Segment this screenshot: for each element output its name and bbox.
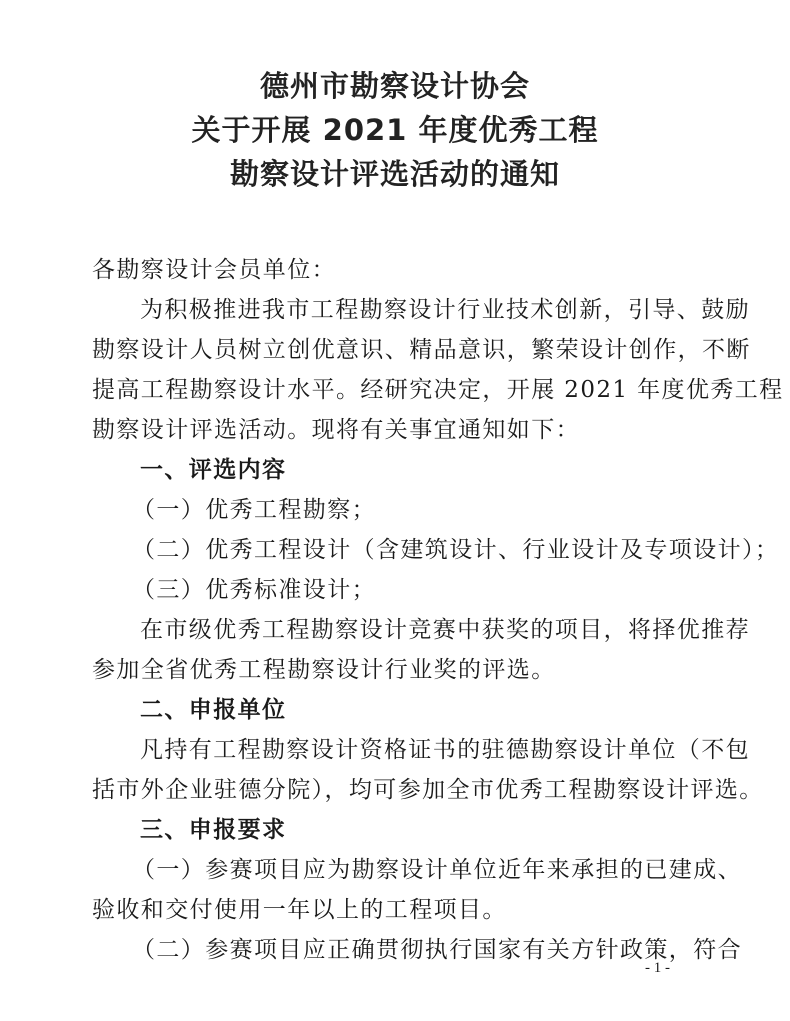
salutation: 各勘察设计会员单位：	[92, 257, 336, 283]
title-line-3: 勘察设计评选活动的通知	[229, 157, 560, 191]
list-item: （二）优秀工程设计（含建筑设计、行业设计及专项设计）；	[132, 537, 780, 563]
document-body	[92, 250, 784, 970]
paragraph-line: 为积极推进我市工程勘察设计行业技术创新，引导、鼓励	[140, 297, 750, 323]
paragraph-line: 验收和交付使用一年以上的工程项目。	[92, 897, 507, 923]
paragraph-line: （一）参赛项目应为勘察设计单位近年来承担的已建成、	[132, 857, 742, 883]
paragraph-line: 勘察设计评选活动。现将有关事宜通知如下：	[92, 417, 580, 443]
paragraph-line: 提高工程勘察设计水平。经研究决定，开展 2021 年度优秀工程	[92, 377, 784, 403]
paragraph-line: 凡持有工程勘察设计资格证书的驻德勘察设计单位（不包	[140, 737, 750, 763]
paragraph-line: 在市级优秀工程勘察设计竞赛中获奖的项目，将择优推荐	[140, 617, 750, 643]
title-line-1: 德州市勘察设计协会	[259, 69, 530, 103]
page-number: - 1 -	[645, 960, 670, 976]
title-line-2: 关于开展 2021 年度优秀工程	[191, 113, 599, 147]
list-item: （一）优秀工程勘察；	[132, 497, 376, 523]
section-heading: 一、评选内容	[140, 457, 287, 483]
paragraph-line: （二）参赛项目应正确贯彻执行国家有关方针政策，符合	[132, 937, 742, 963]
section-heading: 三、申报要求	[140, 817, 287, 843]
paragraph-line: 勘察设计人员树立创优意识、精品意识，繁荣设计创作，不断	[92, 337, 751, 363]
list-item: （三）优秀标准设计；	[132, 577, 376, 603]
paragraph-line: 括市外企业驻德分院），均可参加全市优秀工程勘察设计评选。	[92, 777, 764, 803]
paragraph-line: 参加全省优秀工程勘察设计行业奖的评选。	[92, 657, 556, 683]
section-heading: 二、申报单位	[140, 697, 287, 723]
